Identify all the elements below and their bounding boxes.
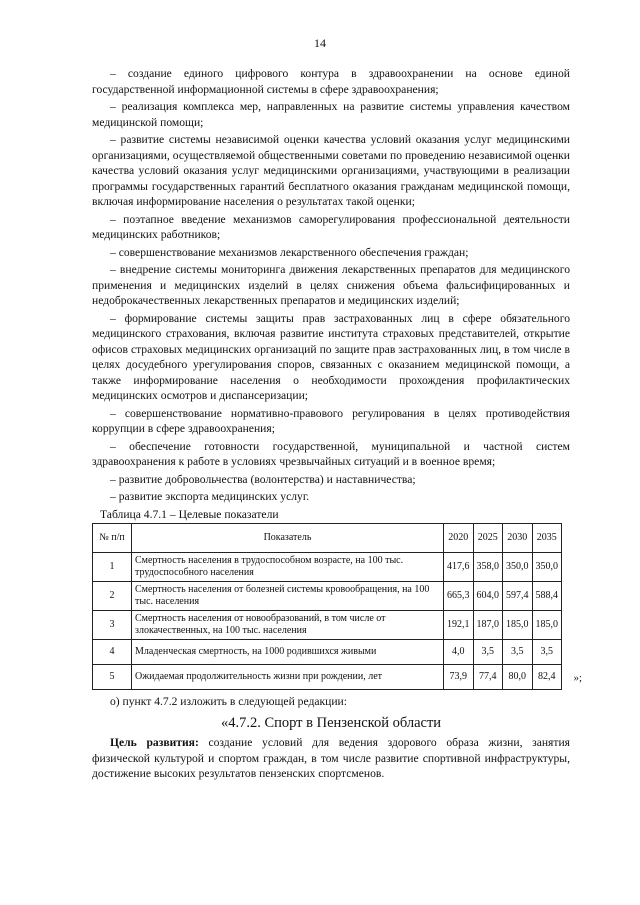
page-number: 14 [314, 36, 326, 50]
section-title: «4.7.2. Спорт в Пензенской области [220, 714, 442, 731]
row-indicator: Ожидаемая продолжительность жизни при рождении, лет [132, 665, 444, 690]
table-header-row [93, 524, 562, 553]
row-num: 3 [93, 611, 132, 640]
row-value-2035: 185,0 [532, 611, 562, 640]
bullet-item: – совершенствование механизмов лекарственного обеспечения граждан; [110, 245, 469, 259]
row-value-2025: 3,5 [473, 640, 503, 665]
bullet-item: – внедрение системы мониторинга движения лекарственных препаратов для медицинского применения и медицинских изделий в целях снижения объема фальсифицированных и недоброкачественных лекарственных препаратов и медицинских изделий; [92, 263, 570, 307]
bullet-item: – обеспечение готовности государственной, муниципальной и частной систем здравоохранения к работе в условиях чрезвычайных ситуаций и в военное время; [92, 439, 570, 468]
bullet-item: – поэтапное введение механизмов саморегулирования профессиональной деятельности медицинских работников; [92, 212, 570, 241]
bullet-item: – развитие экспорта медицинских услуг. [110, 490, 310, 503]
row-value-2030: 80,0 [503, 665, 533, 690]
row-value-2025: 358,0 [473, 553, 503, 582]
table-row [93, 640, 562, 665]
amendment-instruction: о) пункт 4.7.2 изложить в следующей редакции: [110, 695, 347, 708]
row-value-2020: 73,9 [444, 665, 474, 690]
bullet-item: – развитие добровольчества (волонтерства) и наставничества; [110, 472, 416, 486]
header-indicator: Показатель [132, 524, 444, 553]
development-goal [92, 735, 570, 782]
bullet-item: – формирование системы защиты прав застрахованных лиц в сфере обязательного медицинского страхования, включая развитие института страховых представителей, открытие офисов страховых медицинских организаций по защите прав застрахованных лиц, в том числе в целях досудебного урегулирования споров, связанных с оказанием медицинской помощи, а также информирование населения о необходимости прохождения профилактических медицинских осмотров и диспансеризации; [92, 311, 570, 402]
row-indicator: Смертность населения в трудоспособном возрасте, на 100 тыс. трудоспособного населения [132, 553, 444, 582]
goal-label: Цель развития: [110, 736, 199, 749]
row-num: 4 [93, 640, 132, 665]
row-value-2025: 187,0 [473, 611, 503, 640]
row-indicator: Младенческая смертность, на 1000 родившихся живыми [132, 640, 444, 665]
row-num: 2 [93, 582, 132, 611]
row-value-2030: 350,0 [503, 553, 533, 582]
row-value-2035: 350,0 [532, 553, 562, 582]
row-num: 5 [93, 665, 132, 690]
target-indicators-table [92, 523, 562, 690]
document-body [92, 66, 582, 782]
row-value-2035: 3,5 [532, 640, 562, 665]
goal-text: создание условий для ведения здорового образа жизни, занятия физической культурой и спортом граждан, в том числе развитие спортивной инфраструктуры, достижение высоких результатов пензенских спортсменов. [92, 736, 570, 780]
table-row [93, 611, 562, 640]
bullet-item: – развитие системы независимой оценки качества условий оказания услуг медицинскими организациями, осуществляемой общественными советами по проведению независимой оценки качества условий оказания услуг медицинскими организациями, участвующими в реализации программы государственных гарантий бесплатного оказания гражданам медицинской помощи, включая информирование населения о результатах такой оценки; [92, 133, 570, 208]
row-value-2025: 77,4 [473, 665, 503, 690]
table-caption: Таблица 4.7.1 – Целевые показатели [100, 507, 279, 521]
row-num: 1 [93, 553, 132, 582]
row-value-2030: 3,5 [503, 640, 533, 665]
bullet-item: – создание единого цифрового контура в здравоохранении на основе единой государственной информационной системы в сфере здравоохранения; [92, 67, 570, 96]
header-2030: 2030 [503, 524, 533, 553]
table-row [93, 553, 562, 582]
closing-quote: »; [573, 671, 582, 684]
row-value-2025: 604,0 [473, 582, 503, 611]
row-value-2030: 185,0 [503, 611, 533, 640]
row-value-2030: 597,4 [503, 582, 533, 611]
table-row [93, 665, 562, 690]
table-row [93, 582, 562, 611]
row-indicator: Смертность населения от болезней системы кровообращения, на 100 тыс. населения [132, 582, 444, 611]
bullet-item: – совершенствование нормативно-правового регулирования в целях противодействия коррупции в сфере здравоохранения; [92, 406, 570, 435]
row-value-2020: 665,3 [444, 582, 474, 611]
bullet-item: – реализация комплекса мер, направленных на развитие системы управления качеством медицинской помощи; [92, 100, 570, 129]
row-value-2035: 82,4 [532, 665, 562, 690]
target-indicators-table-wrap [92, 523, 582, 690]
row-value-2020: 4,0 [444, 640, 474, 665]
header-2035: 2035 [532, 524, 562, 553]
row-indicator: Смертность населения от новообразований, в том числе от злокачественных, на 100 тыс. населения [132, 611, 444, 640]
row-value-2020: 417,6 [444, 553, 474, 582]
row-value-2035: 588,4 [532, 582, 562, 611]
header-num: № п/п [93, 524, 132, 553]
header-2025: 2025 [473, 524, 503, 553]
header-2020: 2020 [444, 524, 474, 553]
row-value-2020: 192,1 [444, 611, 474, 640]
